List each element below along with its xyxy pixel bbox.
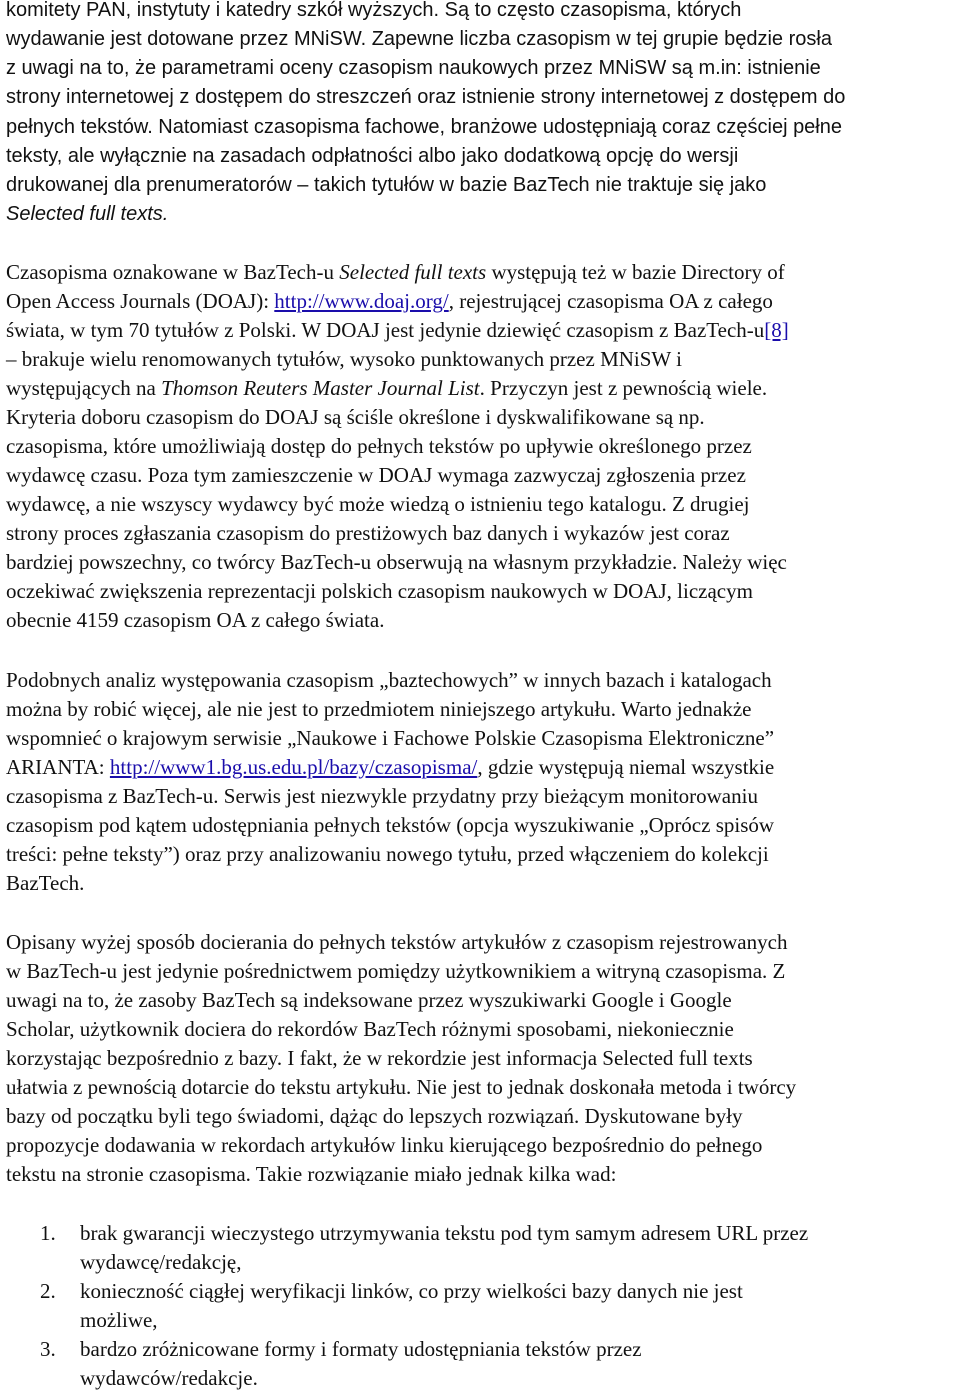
text-line: Kryteria doboru czasopism do DOAJ są ściśle określone i dyskwalifikowane są np. xyxy=(6,405,705,429)
text-line: obecnie 4159 czasopism OA z całego świata. xyxy=(6,608,385,632)
text-line: wspomnieć o krajowym serwisie „Naukowe i Fachowe Polskie Czasopisma Elektroniczne” xyxy=(6,726,775,750)
list-item xyxy=(0,1219,960,1277)
text-line: Opisany wyżej sposób docierania do pełnych tekstów artykułów z czasopism rejestrowanych xyxy=(6,930,788,954)
text-line: konieczność ciągłej weryfikacji linków, co przy wielkości bazy danych nie jest xyxy=(80,1279,743,1303)
text-span: występujących na xyxy=(6,376,162,400)
text-line: Selected full texts. xyxy=(6,203,169,225)
text-line: z uwagi na to, że parametrami oceny czasopism naukowych przez MNiSW są m.in: istnienie xyxy=(6,57,821,79)
text-line: teksty, ale wyłącznie na zasadach odpłatności albo jako dodatkową opcję do wersji xyxy=(6,145,739,167)
text-line: czasopisma, które umożliwiają dostęp do pełnych tekstów po upływie określonego przez xyxy=(6,434,752,458)
text-span: występują też w bazie Directory of xyxy=(486,260,785,284)
text-line: oczekiwać zwiększenia reprezentacji polskich czasopism naukowych w DOAJ, liczącym xyxy=(6,579,753,603)
text-line: bardziej powszechny, co twórcy BazTech-u obserwują na własnym przykładzie. Należy więc xyxy=(6,550,787,574)
text-line: w BazTech-u jest jedynie pośrednictwem pomiędzy użytkownikiem a witryną czasopisma. Z xyxy=(6,959,786,983)
text-line: czasopism pod kątem udostępniania pełnych tekstów (opcja wyszukiwanie „Oprócz spisów xyxy=(6,813,775,837)
text-line: ułatwia z pewnością dotarcie do tekstu artykułu. Nie jest to jednak doskonała metoda i twórcy xyxy=(6,1075,797,1099)
list-item xyxy=(0,1335,960,1393)
text-line: BazTech. xyxy=(6,871,85,895)
italic-text: Thomson Reuters Master Journal List xyxy=(161,376,480,400)
text-line: bazy od początku byli tego świadomi, dążąc do lepszych rozwiązań. Dyskutowane były xyxy=(6,1104,743,1128)
text-line: bardzo zróżnicowane formy i formaty udostępniania tekstów przez xyxy=(80,1337,642,1361)
numbered-list xyxy=(0,1219,960,1393)
text-span: pełnych tekstów. xyxy=(6,116,153,138)
text-span: Open Access Journals (DOAJ): xyxy=(6,289,275,313)
list-number: 2. xyxy=(40,1279,56,1303)
text-line: strony internetowej z dostępem do streszczeń oraz istnienie strony internetowej z dostępem do xyxy=(6,86,846,108)
text-line: wydawcę, a nie wszyscy wydawcy być może wiedzą o istnieniu tego katalogu. Z drugiej xyxy=(6,492,750,516)
paragraph-1 xyxy=(6,0,958,229)
list-number: 3. xyxy=(40,1337,56,1361)
text-line xyxy=(6,287,958,316)
text-line xyxy=(6,258,958,287)
text-line: strony proces zgłaszania czasopism do prestiżowych baz danych i wykazów jest coraz xyxy=(6,521,730,545)
text-line: tekstu na stronie czasopisma. Takie rozwiązanie miało jednak kilka wad: xyxy=(6,1162,617,1186)
text-line xyxy=(6,112,958,142)
doaj-link[interactable]: http://www.doaj.org/ xyxy=(274,289,449,313)
footnote-8-link[interactable]: [8] xyxy=(764,318,789,342)
arianta-link[interactable]: http://www1.bg.us.edu.pl/bazy/czasopisma/ xyxy=(109,755,478,779)
text-line: czasopisma z BazTech-u. Serwis jest niezwykle przydatny przy bieżącym monitorowaniu xyxy=(6,784,758,808)
text-line xyxy=(6,753,958,782)
paragraph-4 xyxy=(6,928,958,1189)
italic-text: Selected full texts xyxy=(339,260,487,284)
text-line: – brakuje wielu renomowanych tytułów, wysoko punktowanych przez MNiSW i xyxy=(6,347,682,371)
text-line: wydawcę/redakcję, xyxy=(80,1250,242,1274)
text-line: wydawcę czasu. Poza tym zamieszczenie w DOAJ wymaga zazwyczaj zgłoszenia przez xyxy=(6,463,746,487)
text-span: świata, w tym 70 tytułów z Polski. W DOAJ jest jedynie dziewięć czasopism z BazTech-u xyxy=(6,318,765,342)
text-line: Scholar, użytkownik dociera do rekordów BazTech różnymi sposobami, niekoniecznie xyxy=(6,1017,734,1041)
text-line: Podobnych analiz występowania czasopism „baztechowych” w innych bazach i katalogach xyxy=(6,668,772,692)
text-span: , rejestrującej czasopisma OA z całego xyxy=(448,289,773,313)
text-line: wydawanie jest dotowane przez MNiSW. Zapewne liczba czasopism w tej grupie będzie rosła xyxy=(6,28,832,50)
text-span: Natomiast czasopisma fachowe, branżowe udostępniają coraz częściej pełne xyxy=(152,116,842,138)
text-line: możliwe, xyxy=(80,1308,158,1332)
text-line xyxy=(6,374,958,403)
text-line: wydawców/redakcje. xyxy=(80,1366,258,1390)
text-line: komitety PAN, instytuty i katedry szkół wyższych. Są to często czasopisma, których xyxy=(6,0,742,21)
text-line: uwagi na to, że zasoby BazTech są indeksowane przez wyszukiwarki Google i Google xyxy=(6,988,732,1012)
paragraph-3 xyxy=(6,666,958,898)
list-item xyxy=(0,1277,960,1335)
text-line: brak gwarancji wieczystego utrzymywania tekstu pod tym samym adresem URL przez xyxy=(80,1221,809,1245)
list-number: 1. xyxy=(40,1221,56,1245)
text-line: propozycje dodawania w rekordach artykułów linku kierującego bezpośrednio do pełnego xyxy=(6,1133,763,1157)
text-span: , gdzie występują niemal wszystkie xyxy=(477,755,775,779)
text-line: drukowanej dla prenumeratorów – takich tytułów w bazie BazTech nie traktuje się jako xyxy=(6,174,767,196)
text-line: można by robić więcej, ale nie jest to przedmiotem niniejszego artykułu. Warto jednakże xyxy=(6,697,752,721)
text-span: Czasopisma oznakowane w BazTech-u xyxy=(6,260,340,284)
text-span: ARIANTA: xyxy=(6,755,110,779)
text-span: . Przyczyn jest z pewnością wiele. xyxy=(479,376,768,400)
paragraph-2 xyxy=(6,258,958,635)
text-line xyxy=(6,316,958,345)
text-line: korzystając bezpośrednio z bazy. I fakt, że w rekordzie jest informacja Selected full texts xyxy=(6,1046,753,1070)
text-line: treści: pełne teksty”) oraz przy analizowaniu nowego tytułu, przed włączeniem do kolekcji xyxy=(6,842,769,866)
